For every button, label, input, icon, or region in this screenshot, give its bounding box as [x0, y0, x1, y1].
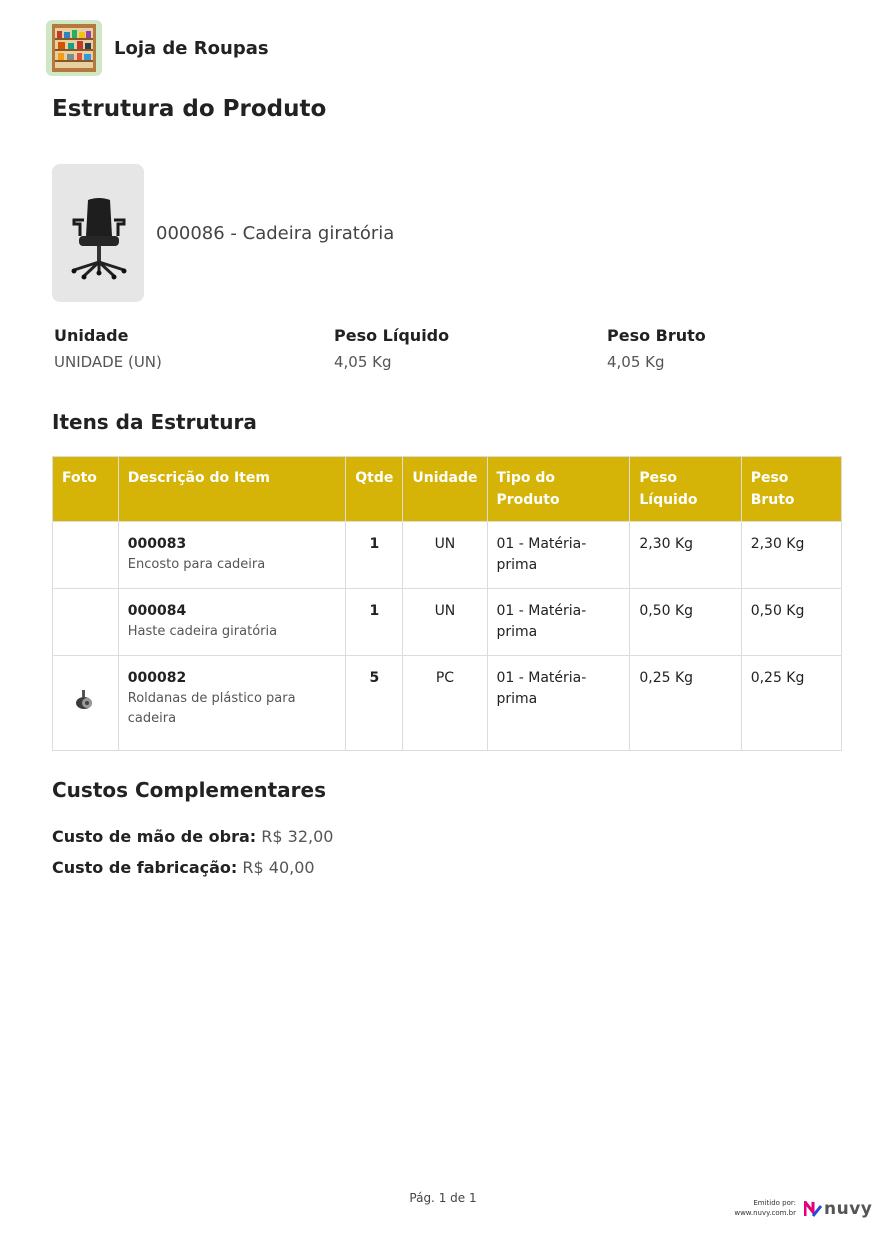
column-header-net-weight: Peso Líquido: [630, 457, 741, 522]
item-product-type: 01 - Matéria-prima: [487, 522, 630, 589]
item-photo-cell: [53, 522, 119, 589]
item-unit: UN: [403, 522, 487, 589]
item-unit: UN: [403, 589, 487, 656]
property-gross-weight: [607, 326, 706, 371]
column-header-unit: Unidade: [403, 457, 487, 522]
items-section-title: Itens da Estrutura: [52, 410, 257, 434]
table-row: [53, 522, 842, 589]
nuvy-logo: [804, 1199, 872, 1219]
item-net-weight: 0,50 Kg: [630, 589, 741, 656]
nuvy-brand-text: nuvy: [824, 1199, 873, 1219]
cost-value: R$ 40,00: [242, 858, 315, 877]
product-name: 000086 - Cadeira giratória: [156, 222, 395, 244]
column-header-photo: Foto: [53, 457, 119, 522]
property-label: Peso Líquido: [334, 326, 450, 345]
table-row: [53, 589, 842, 656]
item-product-type: 01 - Matéria-prima: [487, 589, 630, 656]
column-header-product-type: Tipo do Produto: [487, 457, 630, 522]
cost-label: Custo de mão de obra:: [52, 827, 257, 846]
emitted-by: [720, 1198, 796, 1218]
column-header-gross-weight: Peso Bruto: [741, 457, 841, 522]
property-net-weight: [334, 326, 449, 371]
property-value: UNIDADE (UN): [54, 353, 162, 371]
item-gross-weight: 2,30 Kg: [741, 522, 841, 589]
cost-value: R$ 32,00: [261, 827, 334, 846]
emitted-by-label: Emitido por:: [753, 1199, 796, 1207]
item-description: Roldanas de plástico para cadeira: [127, 691, 296, 726]
store-name: Loja de Roupas: [114, 37, 269, 59]
property-value: 4,05 Kg: [334, 353, 392, 371]
item-gross-weight: 0,50 Kg: [741, 589, 841, 656]
product-card: [52, 164, 394, 302]
item-code: 000084: [127, 603, 187, 619]
item-qty: 5: [346, 656, 403, 751]
store-shelf-icon: [46, 20, 102, 76]
property-value: 4,05 Kg: [607, 353, 665, 371]
caster-wheel-icon: [73, 688, 97, 712]
property-label: Unidade: [54, 326, 129, 345]
website-link[interactable]: www.nuvy.com.br: [734, 1209, 796, 1217]
table-row: [53, 656, 842, 751]
cost-label: Custo de fabricação:: [52, 858, 238, 877]
item-photo-cell: [53, 656, 119, 751]
item-net-weight: 0,25 Kg: [630, 656, 741, 751]
page-number: Pág. 1 de 1: [409, 1191, 477, 1205]
product-photo: [52, 164, 144, 302]
item-description-cell: [118, 522, 345, 589]
item-gross-weight: 0,25 Kg: [741, 656, 841, 751]
items-table: [52, 456, 842, 751]
item-net-weight: 2,30 Kg: [630, 522, 741, 589]
property-label: Peso Bruto: [607, 326, 706, 345]
table-header-row: [53, 457, 842, 522]
property-unit: [54, 326, 162, 371]
item-description-cell: [118, 589, 345, 656]
office-chair-icon: [68, 196, 130, 280]
manufacturing-cost-line: [52, 858, 315, 877]
item-photo-cell: [53, 589, 119, 656]
item-description-cell: [118, 656, 345, 751]
nuvy-mark-icon: [804, 1201, 822, 1217]
column-header-qty: Qtde: [346, 457, 403, 522]
item-unit: PC: [403, 656, 487, 751]
item-description: Haste cadeira giratória: [127, 624, 278, 639]
item-code: 000082: [127, 670, 187, 686]
page-title: Estrutura do Produto: [52, 96, 327, 122]
column-header-description: Descrição do Item: [118, 457, 345, 522]
item-code: 000083: [127, 536, 187, 552]
labor-cost-line: [52, 827, 333, 846]
item-product-type: 01 - Matéria-prima: [487, 656, 630, 751]
costs-section-title: Custos Complementares: [52, 778, 327, 802]
item-qty: 1: [346, 589, 403, 656]
item-qty: 1: [346, 522, 403, 589]
item-description: Encosto para cadeira: [127, 557, 266, 572]
store-header: [46, 20, 269, 76]
